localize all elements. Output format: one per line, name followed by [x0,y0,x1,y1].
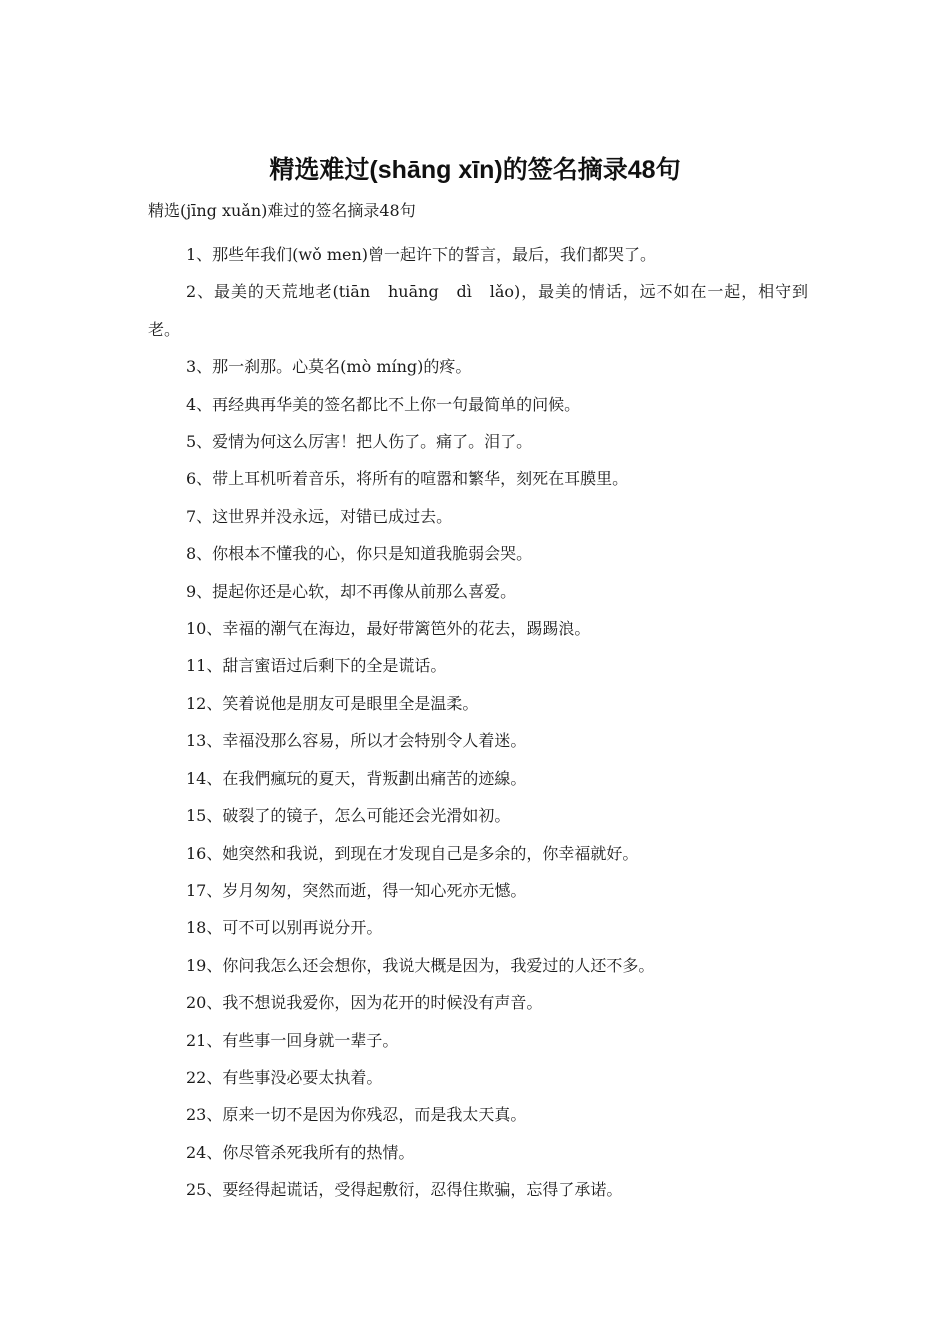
list-item: 24、你尽管杀死我所有的热情。 [186,1142,415,1162]
list-item: 16、她突然和我说，到现在才发现自己是多余的，你幸福就好。 [186,843,639,863]
list-item: 5、爱情为何这么厉害！把人伤了。痛了。泪了。 [186,432,533,452]
list-item: 12、笑着说他是朋友可是眼里全是温柔。 [186,693,479,713]
list-item: 23、原来一切不是因为你残忍，而是我太天真。 [186,1105,527,1125]
list-item: 21、有些事一回身就一辈子。 [186,1030,399,1050]
document-subtitle: 精选(jīng xuǎn)难过的签名摘录48句 [148,201,416,220]
list-item: 17、岁月匆匆，突然而逝，得一知心死亦无憾。 [186,880,527,900]
list-item: 10、幸福的潮气在海边，最好带篱笆外的花去，踢踢浪。 [186,619,591,639]
list-item: 18、可不可以别再说分开。 [186,918,383,938]
list-item: 8、你根本不懂我的心，你只是知道我脆弱会哭。 [186,544,533,564]
list-item: 25、要经得起谎话，受得起敷衍，忍得住欺骗，忘得了承诺。 [186,1180,623,1200]
list-item: 6、带上耳机听着音乐，将所有的喧嚣和繁华，刻死在耳膜里。 [186,469,629,489]
list-item: 4、再经典再华美的签名都比不上你一句最简单的问候。 [186,394,581,414]
list-item: 2、最美的天荒地老(tiān huāng dì lǎo)，最美的情话，远不如在一起，相守到老。 [148,282,808,339]
list-item: 9、提起你还是心软，却不再像从前那么喜爱。 [186,581,517,601]
list-item: 3、那一刹那。心莫名(mò míng)的疼。 [186,357,472,377]
list-item: 15、破裂了的镜子，怎么可能还会光滑如初。 [186,806,511,826]
quote-list [148,236,808,1209]
list-item: 22、有些事没必要太执着。 [186,1067,383,1087]
document-title: 精选难过(shāng xīn)的签名摘录48句 [269,156,681,184]
list-item: 19、你问我怎么还会想你，我说大概是因为，我爱过的人还不多。 [186,955,655,975]
list-item: 20、我不想说我爱你，因为花开的时候没有声音。 [186,993,543,1013]
list-item: 7、这世界并没永远，对错已成过去。 [186,506,453,526]
list-item: 11、甜言蜜语过后剩下的全是谎话。 [186,656,447,676]
list-item: 13、幸福没那么容易，所以才会特别令人着迷。 [186,731,527,751]
list-item: 14、在我們瘋玩的夏天，背叛劃出痛苦的迹線。 [186,768,527,788]
list-item: 1、那些年我们(wǒ men)曾一起许下的誓言，最后，我们都哭了。 [186,245,657,264]
